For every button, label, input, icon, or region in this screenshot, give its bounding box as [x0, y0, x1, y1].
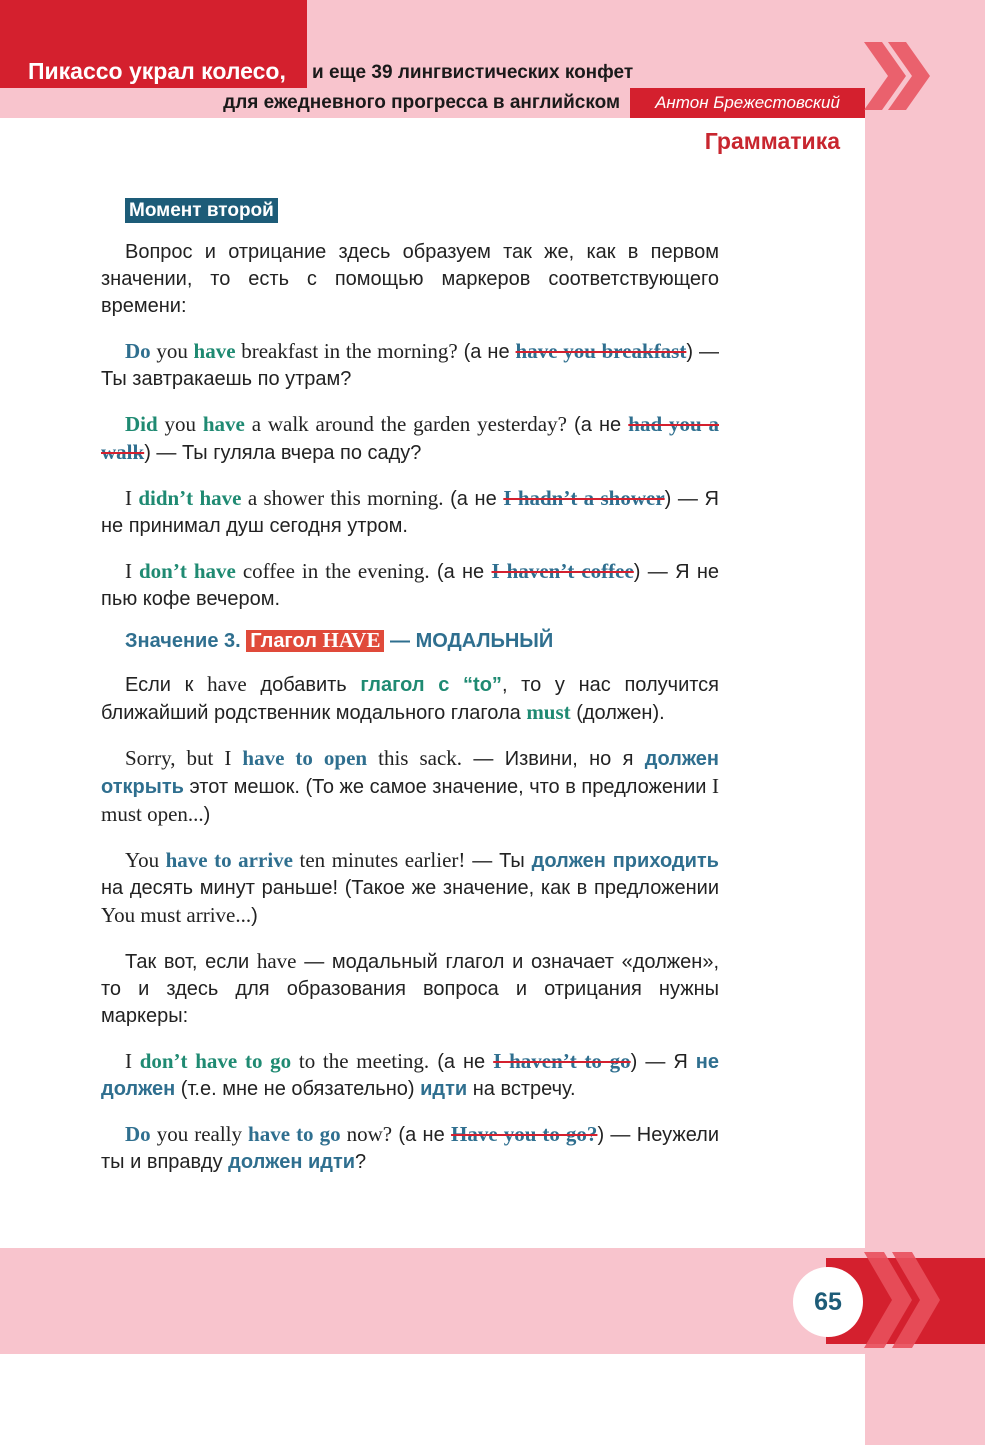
footer-double-chevron-icon — [860, 1250, 950, 1350]
page-content — [101, 198, 719, 1176]
book-subtitle: для ежедневного прогресса в английском — [223, 92, 620, 113]
keyword: have — [202, 412, 245, 436]
keyword: не должен — [101, 1051, 719, 1100]
struck-text: I haven’t to go — [493, 1049, 631, 1073]
struck-text: I haven’t coffee — [491, 559, 634, 583]
keyword: must — [526, 700, 571, 724]
keyword: должен приходить — [531, 850, 719, 872]
struck-text: had you a walk — [101, 412, 720, 464]
moment-row — [101, 198, 719, 223]
meaning-heading: Значение 3. Глагол HAVE — МОДАЛЬНЫЙ — [125, 628, 554, 652]
keyword: Did — [125, 412, 158, 436]
struck-text: I hadn’t a shower — [503, 486, 665, 510]
book-title-rest: и еще 39 лингвистических конфет — [312, 62, 634, 83]
book-author: Антон Брежестовский — [655, 93, 840, 112]
keyword: идти — [420, 1078, 468, 1100]
example-5: Sorry, but I have to open this sack. — Извини, но я должен открыть этот мешок. (То же самое значение, что в предложении I must open...) — [101, 746, 720, 826]
example-4: I don’t have coffee in the evening. (а не I haven’t coffee) — Я не пью кофе вечером. — [101, 559, 719, 610]
double-chevron-icon — [858, 40, 938, 112]
example-6: You have to arrive ten minutes earlier! — Ты должен приходить на десять минут раньше! (Такое же значение, как в предложении You must arrive...) — [101, 848, 719, 927]
footer-pink-band — [0, 1248, 865, 1354]
keyword: have to arrive — [165, 848, 293, 872]
keyword: Do — [125, 339, 151, 363]
keyword: должен идти — [228, 1151, 356, 1173]
keyword: don’t have to go — [139, 1049, 292, 1073]
side-pink-strip — [865, 88, 985, 1445]
keyword: have — [193, 339, 236, 363]
example-1: Do you have breakfast in the morning? (а не have you breakfast) — Ты завтракаешь по утрам? — [101, 339, 719, 390]
verb-badge: Глагол HAVE — [246, 630, 384, 652]
example-3: I didn’t have a shower this morning. (а не I hadn’t a shower) — Я не принимал душ сегодня утром. — [101, 486, 719, 537]
example-7: I don’t have to go to the meeting. (а не I haven’t to go) — Я не должен (т.е. мне не обязательно) идти на встречу. — [101, 1049, 719, 1100]
struck-text: have you breakfast — [515, 339, 687, 363]
section-title: Грамматика — [704, 128, 840, 154]
keyword: didn’t have — [138, 486, 242, 510]
paragraph-intro: Вопрос и отрицание здесь образуем так же, как в первом значении, то есть с помощью маркеров соответствующего времени: — [101, 241, 719, 317]
keyword: have to go — [248, 1122, 341, 1146]
struck-text: Have you to go? — [451, 1122, 598, 1146]
keyword: Do — [125, 1122, 151, 1146]
moment-badge: Момент второй — [125, 198, 278, 223]
paragraph-markers: Так вот, если have — модальный глагол и означает «должен», то и здесь для образования вопроса и отрицания нужны маркеры: — [101, 949, 720, 1027]
example-2: Did you have a walk around the garden yesterday? (а не had you a walk) — Ты гуляла вчера по саду? — [101, 412, 720, 464]
page-number: 65 — [814, 1288, 842, 1316]
paragraph-modal: Если к have добавить глагол с “to”, то у нас получится ближайший родственник модального глагола must (должен). — [101, 672, 720, 724]
keyword: have to open — [242, 746, 368, 770]
keyword: don’t have — [139, 559, 236, 583]
example-8: Do you really have to go now? (а не Have you to go?) — Неужели ты и вправду должен идти? — [101, 1122, 719, 1173]
book-title-main: Пикассо украл колесо, — [28, 58, 286, 84]
keyword: глагол с “to” — [360, 674, 502, 696]
keyword: должен открыть — [101, 748, 720, 798]
